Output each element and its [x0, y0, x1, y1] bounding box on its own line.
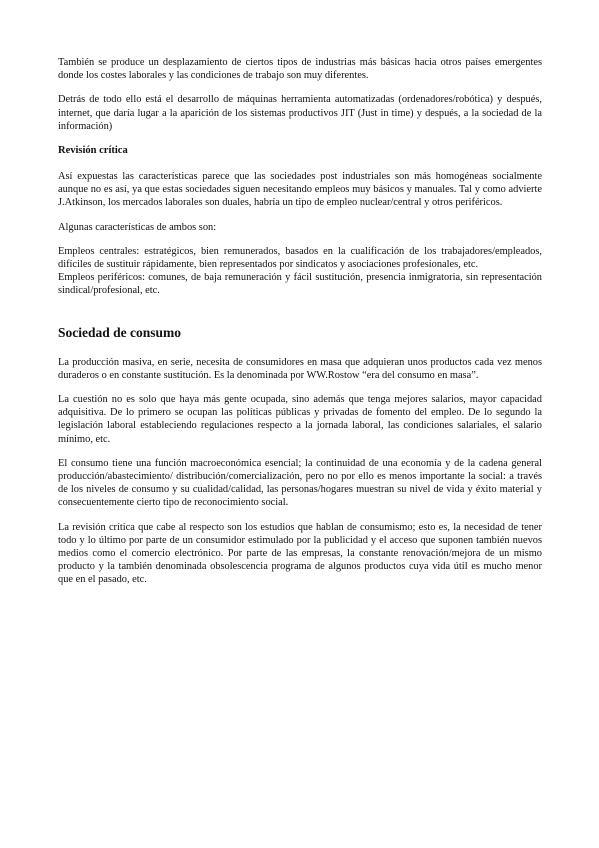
heading-critical-review: Revisión crítica	[58, 145, 128, 157]
paragraph-peripheral-jobs: Empleos periféricos: comunes, de baja remuneración y fácil sustitución, presencia inmigratoria, sin representación sindical/profesional, etc.	[58, 272, 542, 297]
paragraph-consumerism: La revisión crítica que cabe al respecto son los estudios que hablan de consumismo; esto es, la necesidad de tener todo y lo último por parte de un consumidor estimulado por la publicidad y el acceso que suponen también nuevos medios como el comercio electrónico. Por parte de las empresas, la constante renovación/mejora de un mismo producto y la también denominada obsolescencia programa de algunos productos cuya vida útil es mucho menor que en el pasado, etc.	[58, 521, 542, 586]
paragraph-characteristics-intro: Algunas características de ambos son:	[58, 221, 217, 233]
paragraph-automation: Detrás de todo ello está el desarrollo de máquinas herramienta automatizadas (ordenadores/robótica) y después, internet, que daría lugar a la aparición de los sistemas productivos JIT (Just in time) y después, a la sociedad de la información)	[58, 94, 542, 132]
heading-consumer-society: Sociedad de consumo	[58, 324, 182, 340]
paragraph-wages: La cuestión no es solo que haya más gente ocupada, sino además que tenga mejores salarios, mayor capacidad adquisitiva. De lo primero se ocupan las políticas públicas y privadas de fomento del empleo. De lo segundo la legislación laboral estableciendo regulaciones respecto a la jornada laboral, las condiciones salariales, el salario mínimo, etc.	[58, 394, 542, 445]
document-body	[58, 56, 542, 598]
paragraph-consumption-function: El consumo tiene una función macroeconómica esencial; la continuidad de una economía y de la cadena general producción/abastecimiento/ distribución/comercialización, pero no por ello es menos importante la social: a través de los niveles de consumo y su cualidad/calidad, las personas/hogares muestran su nivel de vida y éxito material y consecuentemente cierto tipo de reconocimiento social.	[58, 457, 542, 509]
paragraph-industry-shift: También se produce un desplazamiento de ciertos tipos de industrias más básicas hacia otros países emergentes donde los costes laborales y las condiciones de trabajo son muy diferentes.	[58, 57, 542, 82]
paragraph-dual-markets: Así expuestas las características parece que las sociedades post industriales son más homogéneas socialmente aunque no es así, ya que estas sociedades siguen necesitando empleos muy básicos y manuales. Tal y como advierte J.Atkinson, los mercados laborales son duales, habría un tipo de empleo nuclear/central y otros periféricos.	[58, 171, 542, 209]
paragraph-core-jobs: Empleos centrales: estratégicos, bien remunerados, basados en la cualificación de los trabajadores/empleados, difíciles de sustituir rápidamente, bien representados por sindicatos y asociaciones profesionales, etc.	[58, 245, 542, 271]
paragraph-mass-production: La producción masiva, en serie, necesita de consumidores en masa que adquieran unos productos cada vez menos duraderos o en constante sustitución. Es la denominada por WW.Rostow “era del consumo en masa”.	[58, 356, 542, 381]
